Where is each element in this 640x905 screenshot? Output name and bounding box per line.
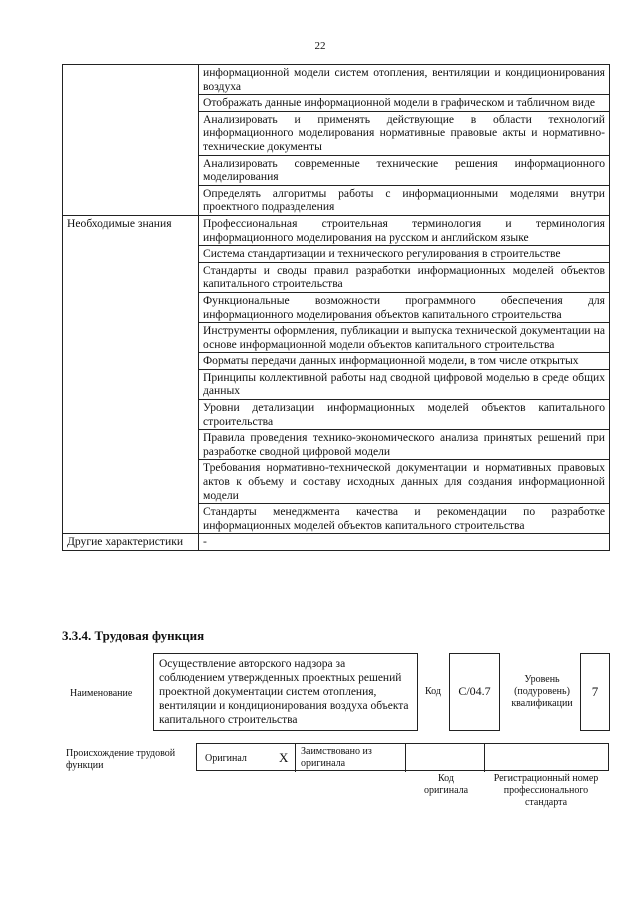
code-original-caption: Код оригинала xyxy=(423,773,469,796)
skill-item: Определять алгоритмы работы с информационными моделями внутри проектного подразделения xyxy=(199,185,610,215)
requirements-table xyxy=(62,64,610,551)
knowledge-item: Инструменты оформления, публикации и выпуска технической документации на основе информационной модели объектов капитального строительства xyxy=(199,323,610,353)
divider xyxy=(295,744,296,772)
level-value: 7 xyxy=(580,653,610,731)
name-label: Наименование xyxy=(70,688,133,699)
borrowed-label: Заимствовано из оригинала xyxy=(301,746,372,769)
original-label: Оригинал xyxy=(205,753,247,764)
function-name: Осуществление авторского надзора за соблюдением утвержденных проектных решений проектной документации систем отопления, вентиляции и кондиционирования воздуха объекта капитального строительства xyxy=(153,653,418,731)
origin-table xyxy=(196,743,609,771)
code-label: Код xyxy=(425,686,441,697)
page-number: 22 xyxy=(314,40,326,52)
knowledge-item: Стандарты менеджмента качества и рекомендации по разработке информационных моделей объектов капитального строительства xyxy=(199,504,610,534)
other-characteristics-label: Другие характеристики xyxy=(63,534,199,551)
level-label: Уровень (подуровень) квалификации xyxy=(511,674,573,709)
other-characteristics-value: - xyxy=(199,534,610,551)
skill-item: Анализировать современные технические решения информационного моделирования xyxy=(199,155,610,185)
table-row xyxy=(63,65,610,95)
knowledge-item: Принципы коллективной работы над сводной цифровой моделью в среде общих данных xyxy=(199,369,610,399)
divider xyxy=(484,744,485,772)
knowledge-item: Правила проведения технико-экономического анализа принятых решений при разработке сводной цифровой модели xyxy=(199,430,610,460)
skill-item: информационной модели систем отопления, вентиляции и кондиционирования воздуха xyxy=(199,65,610,95)
divider xyxy=(405,744,406,772)
knowledge-item: Функциональные возможности программного обеспечения для информационного моделирования объектов капитального строительства xyxy=(199,292,610,322)
section-title: 3.3.4. Трудовая функция xyxy=(62,628,205,643)
knowledge-item: Профессиональная строительная терминология и терминология информационного моделирования на русском и английском языке xyxy=(199,215,610,245)
table-row xyxy=(63,534,610,551)
knowledge-item: Уровни детализации информационных моделей объектов капитального строительства xyxy=(199,400,610,430)
knowledge-item: Требования нормативно-технической документации и нормативных правовых актов к объему и составу исходных данных для создания информационной модели xyxy=(199,460,610,504)
skill-item: Отображать данные информационной модели в графическом и табличном виде xyxy=(199,95,610,112)
original-mark: X xyxy=(279,750,289,765)
empty-label-cell xyxy=(63,65,199,216)
knowledge-item: Форматы передачи данных информационной модели, в том числе открытых xyxy=(199,353,610,370)
reg-number-caption: Регистрационный номер профессионального стандарта xyxy=(493,773,599,808)
origin-label: Происхождение трудовой функции xyxy=(66,748,176,771)
skill-item: Анализировать и применять действующие в области технологий информационного моделирования нормативные правовые акты и нормативно-технические документы xyxy=(199,111,610,155)
knowledge-item: Система стандартизации и технического регулирования в строительстве xyxy=(199,246,610,263)
table-row xyxy=(63,215,610,245)
code-value: C/04.7 xyxy=(449,653,500,731)
knowledge-label: Необходимые знания xyxy=(63,215,199,533)
knowledge-item: Стандарты и своды правил разработки информационных моделей объектов капитального строительства xyxy=(199,262,610,292)
